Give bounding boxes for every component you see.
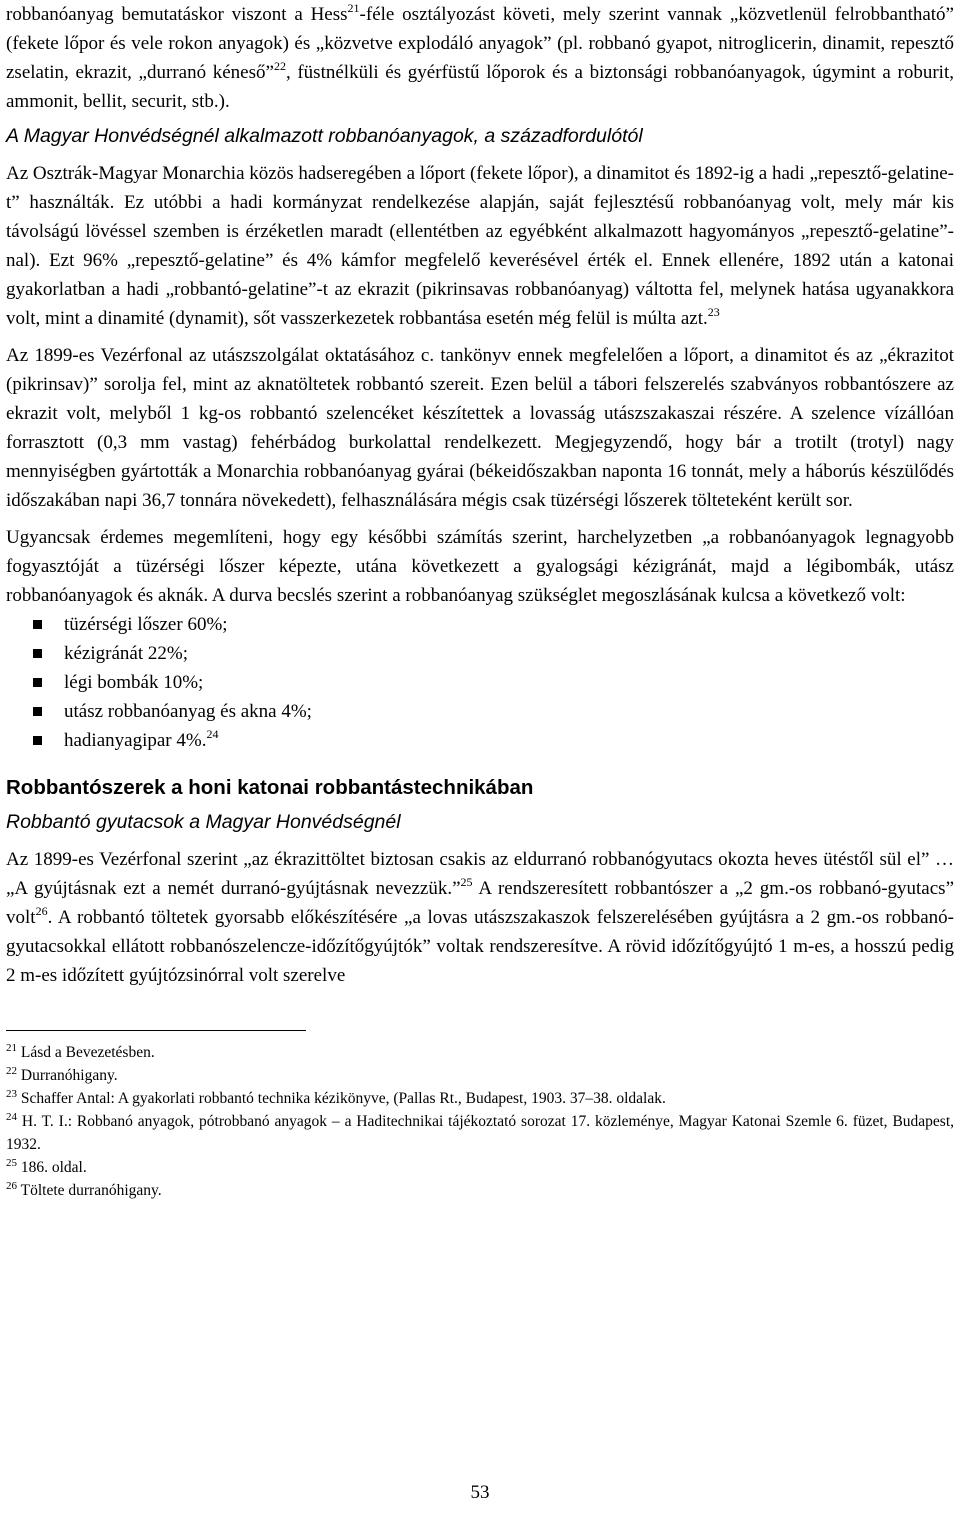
paragraph-text: -féle osztályozást követi, mely szerint vannak „közvetlenül felrobbantható” (fekete lőpor és vele rokon anyagok) és „közvetve explodáló anyagok” (pl. robbanó gyapot, nitroglicerin, dinamit, repesztő zselatin, ekrazit, „durranó kéneső”: [6, 4, 954, 83]
footnote-ref-24[interactable]: 24: [206, 727, 219, 741]
footnote: [6, 1179, 954, 1202]
footnote-text: 186. oldal.: [20, 1159, 87, 1176]
footnote-ref-25[interactable]: 25: [460, 875, 473, 889]
paragraph-monarchia: [6, 159, 954, 333]
list-item: [6, 610, 954, 639]
square-bullet-icon: [33, 678, 42, 687]
footnote-text: Töltete durranóhigany.: [20, 1182, 162, 1199]
footnote-number: 24: [6, 1111, 17, 1123]
footnote-ref-26[interactable]: 26: [35, 904, 48, 918]
list-item-text: tüzérségi lőszer 60%;: [64, 614, 228, 635]
footnote-text: Durranóhigany.: [20, 1067, 118, 1084]
paragraph-szamitas: Ugyancsak érdemes megemlíteni, hogy egy későbbi számítás szerint, harchelyzetben „a robbanóanyagok legnagyobb fogyasztóját a tüzérségi lőszer képezte, utána következett a gyalogsági kézigránát, majd a légibombák, utász robbanóanyagok és aknák. A durva becslés szerint a robbanóanyag szükséglet megoszlásának kulcsa a következő volt:: [6, 527, 954, 606]
list-item: [6, 726, 954, 755]
footnote-number: 26: [6, 1180, 17, 1192]
footnotes: [6, 1041, 954, 1202]
square-bullet-icon: [33, 707, 42, 716]
footnote: [6, 1156, 954, 1179]
paragraph-text: robbanóanyag bemutatáskor viszont a Hess: [6, 4, 348, 25]
square-bullet-icon: [33, 620, 42, 629]
footnote: [6, 1064, 954, 1087]
subheading-robbanto-gyutacsok: Robbantó gyutacsok a Magyar Honvédségnél: [6, 811, 401, 833]
footnote-ref-22[interactable]: 22: [273, 59, 286, 73]
footnote-text: H. T. I.: Robbanó anyagok, pótrobbanó anyagok – a Haditechnikai tájékoztató sorozat 17. közleménye, Magyar Katonai Szemle 6. füzet, Budapest, 1932.: [6, 1113, 955, 1153]
list-item-text: utász robbanóanyag és akna 4%;: [64, 701, 312, 722]
footnote-ref-21[interactable]: 21: [347, 1, 360, 15]
list-item-text: kézigránát 22%;: [64, 643, 188, 664]
paragraph-text: A rendszeresített robbantószer a „2 gm.-os robbanó-gyutacs” volt: [6, 878, 955, 928]
footnote-text: Lásd a Bevezetésben.: [20, 1044, 155, 1061]
footnote-divider: [6, 1030, 306, 1031]
section-heading: Robbantószerek a honi katonai robbantástechnikában: [6, 776, 534, 799]
document-page: [6, 0, 954, 1202]
paragraph-gyutacs: [6, 845, 954, 990]
footnote: [6, 1041, 954, 1064]
bullet-list-robbanoanyag-megoszlas: [6, 610, 954, 755]
paragraph-vezerfonal: Az 1899-es Vezérfonal az utászszolgálat oktatásához c. tankönyv ennek megfelelően a lőport, a dinamitot és az „ékrazitot (pikrinsav)” sorolja fel, mint az aknatöltetek robbantó szereit. Ezen belül a tábori felszerelés szabványos robbantószere az ekrazit volt, melyből 1 kg-os robbantó szelencéket készítettek a lovasság utászszakaszai részére. A szelence vízállóan forrasztott (0,3 mm vastag) fehérbádog burkolattal rendelkezett. Megjegyzendő, hogy bár a trotilt (trotyl) nagy mennyiségben gyártották a Monarchia robbanóanyag gyárai (békeidőszakban naponta 16 tonnát, mely a háborús készülődés időszakában napi 36,7 tonnára növekedett), felhasználására mégis csak tüzérségi lőszerek tölteteként került sor.: [6, 345, 954, 511]
footnote-number: 23: [6, 1088, 17, 1100]
list-item-text: légi bombák 10%;: [64, 672, 204, 693]
footnote: [6, 1110, 954, 1156]
list-item: [6, 668, 954, 697]
paragraph-text: , füstnélküli és gyérfüstű lőporok és a biztonsági robbanóanyagok, úgymint a roburit, ammonit, bellit, securit, stb.).: [6, 62, 954, 112]
list-item: [6, 697, 954, 726]
footnote-number: 21: [6, 1042, 17, 1054]
paragraph-text: . A robbantó töltetek gyorsabb előkészítésére „a lovas utászszakaszok felszerelésében gyújtásra a 2 gm.-os robbanó-gyutacsokkal ellátott robbanószelencze-időzítőgyújtók” voltak rendszeresítve. A rövid időzítőgyújtó 1 m-es, a hosszú pedig 2 m-es időzített gyújtózsinórral volt szerelve: [6, 907, 954, 986]
paragraph-text: Az Osztrák-Magyar Monarchia közös hadseregében a lőport (fekete lőpor), a dinamitot és 1892-ig a hadi „repesztő-gelatine-t” használták. Ez utóbbi a hadi kormányzat rendelkezése alapján, saját fejlesztésű robbanóanyag volt, mely már kis távolságú lövéssel szemben is érzéketlen maradt (ellentétben az egyébként alkalmazott hagyományos „repesztő-gelatine”-nal). Ezt 96% „repesztő-gelatine” és 4% kámfor megfelelő keverésével érték el. Ennek ellenére, 1892 után a katonai gyakorlatban a hadi „robbantó-gelatine”-t az ekrazit (pikrinsavas robbanóanyag) váltotta fel, melynek hatása ugyanakkora volt, mint a dinamité (dynamit), sőt vasszerkezetek robbantása esetén még felül is múlta azt.: [6, 163, 954, 329]
square-bullet-icon: [33, 649, 42, 658]
footnote-number: 25: [6, 1157, 17, 1169]
paragraph-text: Az 1899-es Vezérfonal szerint „az ékrazittöltet biztosan csakis az eldurranó robbanógyutacs okozta heves ütéstől sül el” … „A gyújtásnak ezt a nemét durranó-gyújtásnak nevezzük.”: [6, 849, 954, 899]
page-number: 53: [470, 1482, 490, 1503]
paragraph-intro: [6, 0, 954, 116]
subheading-honvedseg-robbanoanyagok: A Magyar Honvédségnél alkalmazott robbanóanyagok, a századfordulótól: [6, 125, 643, 147]
footnote: [6, 1087, 954, 1110]
list-item-text: hadianyagipar 4%.: [64, 730, 207, 751]
footnote-text: Schaffer Antal: A gyakorlati robbantó technika kézikönyve, (Pallas Rt., Budapest, 1903. 37–38. oldalak.: [20, 1090, 666, 1107]
square-bullet-icon: [33, 736, 42, 745]
footnote-number: 22: [6, 1065, 17, 1077]
list-item: [6, 639, 954, 668]
footnote-ref-23[interactable]: 23: [707, 305, 720, 319]
